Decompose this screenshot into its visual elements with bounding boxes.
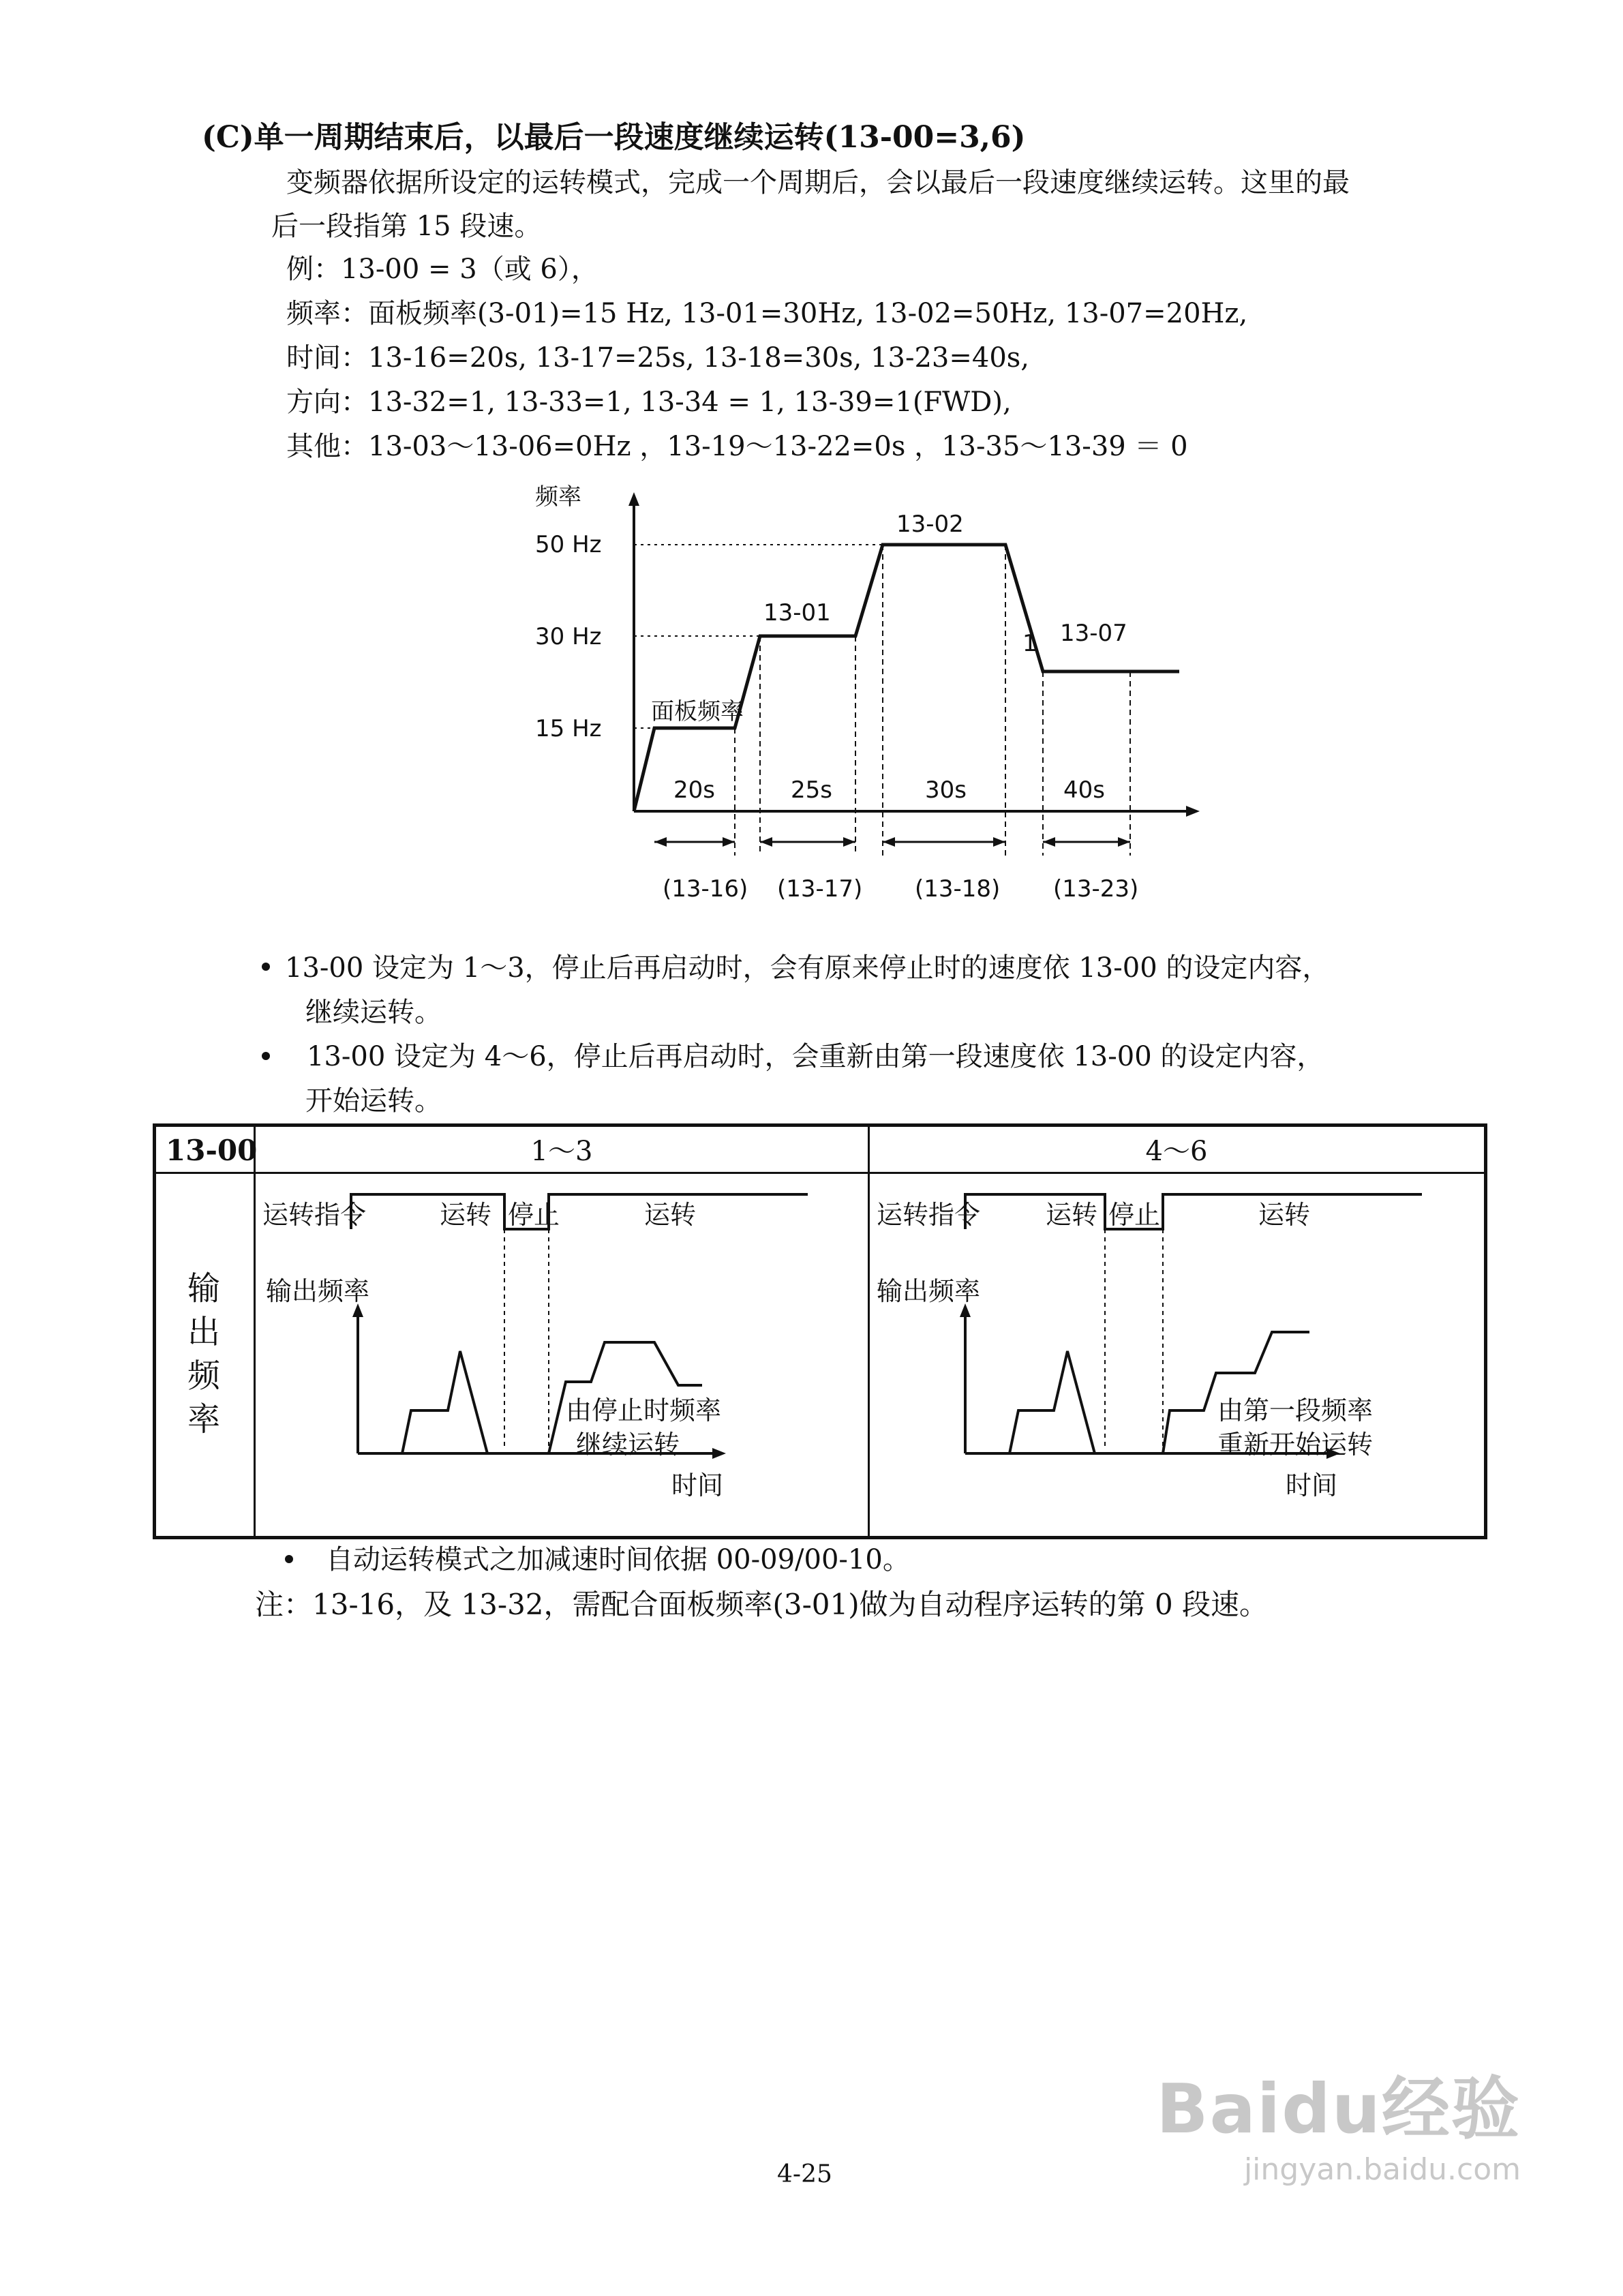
bullet-2-line-2: 开始运转。: [305, 1085, 442, 1117]
stop-label: 停止: [1108, 1200, 1161, 1230]
step-label-13-07: 13-07: [1060, 620, 1127, 647]
note-line-1: 由第一段频率: [1217, 1395, 1374, 1425]
row-label-output-frequency: 输出频率: [187, 1269, 220, 1438]
run-label-2: 运转: [644, 1200, 697, 1230]
restart-mode-4-6-diagram: [870, 1174, 1483, 1536]
frequency-profile-line: [634, 545, 1179, 811]
table-header-col1: 1～3: [530, 1136, 593, 1167]
step-label-13-02: 13-02: [896, 511, 964, 538]
param-13-23: (13-23): [1053, 875, 1139, 903]
bullet-1-line-1: 13-00 设定为 1～3，停止后再启动时，会有原来停止时的速度依 13-00 的设定内容，: [285, 952, 1330, 984]
y-tick-15: 15 Hz: [535, 715, 602, 742]
run-command-label: 运转指令: [262, 1200, 367, 1230]
table-header-col2: 4～6: [1145, 1136, 1208, 1167]
output-frequency-axis-label: 输出频率: [266, 1276, 370, 1306]
step-label-13-01: 13-01: [763, 599, 831, 626]
step-label-1: 1: [1022, 630, 1037, 657]
run-command-signal: [965, 1194, 1422, 1229]
note-line: 注：13-16，及 13-32，需配合面板频率(3-01)做为自动程序运转的第 0 段速。: [255, 1588, 1269, 1621]
note-line-1: 由停止时频率: [566, 1395, 722, 1425]
bullet-1-line-2: 继续运转。: [305, 997, 442, 1028]
watermark-url: jingyan.baidu.com: [1243, 2152, 1521, 2187]
param-13-16: (13-16): [663, 875, 748, 903]
frequency-profile-chart: [518, 477, 1234, 920]
output-frequency-axis-label: 输出频率: [877, 1276, 981, 1306]
restart-mode-1-3-diagram: [256, 1174, 868, 1536]
example-line-5: 其他：13-03～13-06=0Hz ，13-19～13-22=0s ，13-35～13-39 ＝ 0: [286, 431, 1188, 462]
intro-line-2: 后一段指第 15 段速。: [271, 211, 542, 242]
y-axis-arrow: [628, 492, 639, 506]
bullet-dot: [262, 963, 270, 971]
watermark-logo: Baidu经验: [1156, 2069, 1521, 2149]
duration-25s: 25s: [791, 776, 832, 804]
param-13-17: (13-17): [777, 875, 863, 903]
example-line-4: 方向：13-32=1, 13-33=1, 13-34 = 1, 13-39=1(FWD),: [286, 387, 1012, 418]
time-axis-label: 时间: [671, 1470, 724, 1500]
time-axis-label: 时间: [1286, 1470, 1338, 1500]
note-line-2: 继续运转: [576, 1430, 680, 1460]
bullet-dot: [285, 1555, 293, 1563]
duration-30s: 30s: [925, 776, 967, 804]
bullet-3: 自动运转模式之加减速时间依据 00-09/00-10。: [326, 1544, 910, 1575]
duration-20s: 20s: [673, 776, 715, 804]
example-line-3: 时间：13-16=20s, 13-17=25s, 13-18=30s, 13-23=40s,: [286, 342, 1030, 374]
param-13-18: (13-18): [915, 875, 1001, 903]
y-axis-title: 频率: [535, 483, 581, 511]
bullet-dot: [262, 1052, 270, 1060]
stop-label: 停止: [508, 1200, 560, 1230]
intro-line-1: 变频器依据所设定的运转模式，完成一个周期后，会以最后一段速度继续运转。这里的最: [286, 167, 1350, 198]
x-axis-arrow: [1186, 806, 1200, 817]
example-line-1: 例：13-00 = 3（或 6），: [286, 254, 598, 285]
run-label: 运转: [1046, 1200, 1098, 1230]
step-label-panel: 面板频率: [651, 698, 744, 725]
run-command-label: 运转指令: [877, 1200, 981, 1230]
baidu-jingyan-watermark: [1156, 2054, 1521, 2187]
run-command-signal: [351, 1194, 808, 1229]
duration-arrows: [654, 837, 1130, 847]
y-tick-30: 30 Hz: [535, 623, 602, 650]
example-line-2: 频率：面板频率(3-01)=15 Hz, 13-01=30Hz, 13-02=50Hz, 13-07=20Hz,: [286, 298, 1248, 329]
bullet-2-line-1: 13-00 设定为 4～6，停止后再启动时，会重新由第一段速度依 13-00 的设定内容，: [307, 1041, 1324, 1072]
mode-comparison-table: [153, 1123, 1487, 1539]
y-tick-50: 50 Hz: [535, 531, 602, 558]
note-line-2: 重新开始运转: [1217, 1430, 1374, 1460]
run-label: 运转: [440, 1200, 492, 1230]
section-heading: (C)单一周期结束后，以最后一段速度继续运转(13-00=3,6): [202, 120, 1026, 155]
run-label-2: 运转: [1258, 1200, 1311, 1230]
table-header-param: 13-00: [166, 1134, 258, 1167]
page-number: 4-25: [777, 2160, 832, 2188]
duration-40s: 40s: [1063, 776, 1105, 804]
